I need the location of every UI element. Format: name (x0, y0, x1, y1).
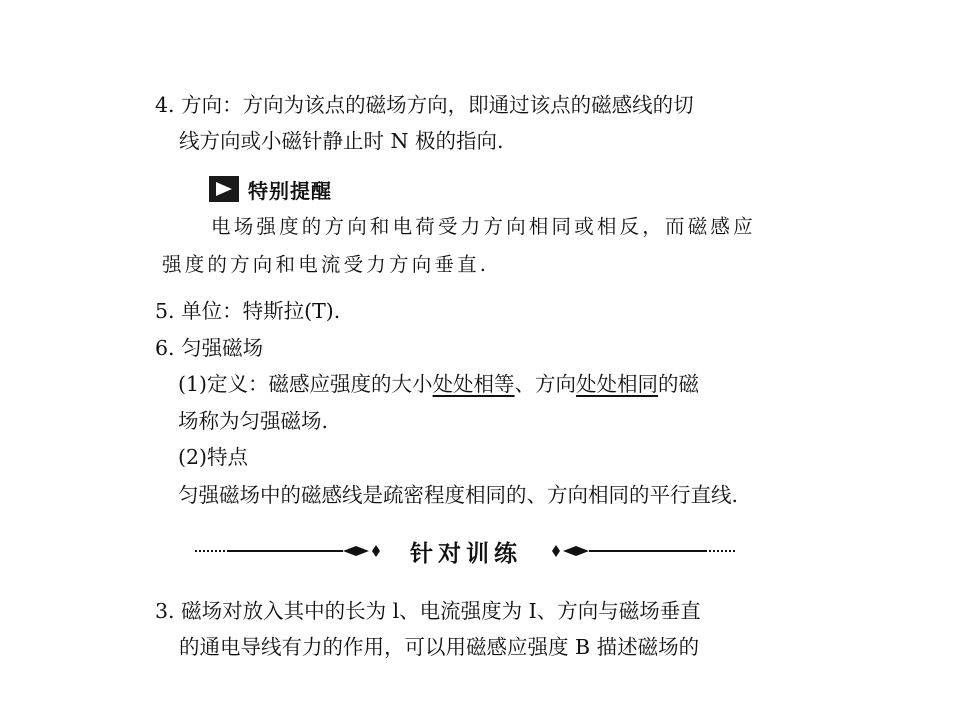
play-arrow-icon (209, 176, 239, 202)
definition-line-2: 场称为匀强磁场. (178, 409, 329, 433)
definition-mid: 、方向 (514, 372, 577, 396)
tip-line-1: 电场强度的方向和电荷受力方向相同或相反，而磁感应 (211, 215, 756, 238)
item-6-heading: 6. 匀强磁场 (155, 336, 264, 360)
feature-heading: (2)特点 (178, 445, 249, 469)
underlined-answer-2: 处处相同 (576, 372, 659, 396)
section-banner (193, 533, 739, 569)
definition-prefix: (1)定义：磁感应强度的大小 (178, 372, 433, 396)
underlined-answer-1: 处处相等 (432, 372, 515, 396)
item-4-line-2: 线方向或小磁针静止时 N 极的指向. (179, 129, 504, 153)
item-5: 5. 单位：特斯拉(T). (155, 299, 341, 323)
tip-title: 特别提醒 (248, 178, 332, 203)
definition-line-1 (178, 371, 699, 397)
section-title: 针对训练 (410, 541, 522, 567)
tip-header (209, 175, 332, 203)
definition-suffix: 的磁 (658, 372, 700, 396)
exercise-3-line-1: 3. 磁场对放入其中的长为 l、电流强度为 I、方向与磁场垂直 (155, 599, 701, 623)
exercise-3-line-2: 的通电导线有力的作用，可以用磁感应强度 B 描述磁场的 (179, 635, 700, 659)
feature-text: 匀强磁场中的磁感线是疏密程度相同的、方向相同的平行直线. (178, 483, 739, 507)
tip-line-2: 强度的方向和电流受力方向垂直. (162, 253, 490, 276)
item-4-line-1: 4. 方向：方向为该点的磁场方向，即通过该点的磁感线的切 (155, 93, 694, 117)
